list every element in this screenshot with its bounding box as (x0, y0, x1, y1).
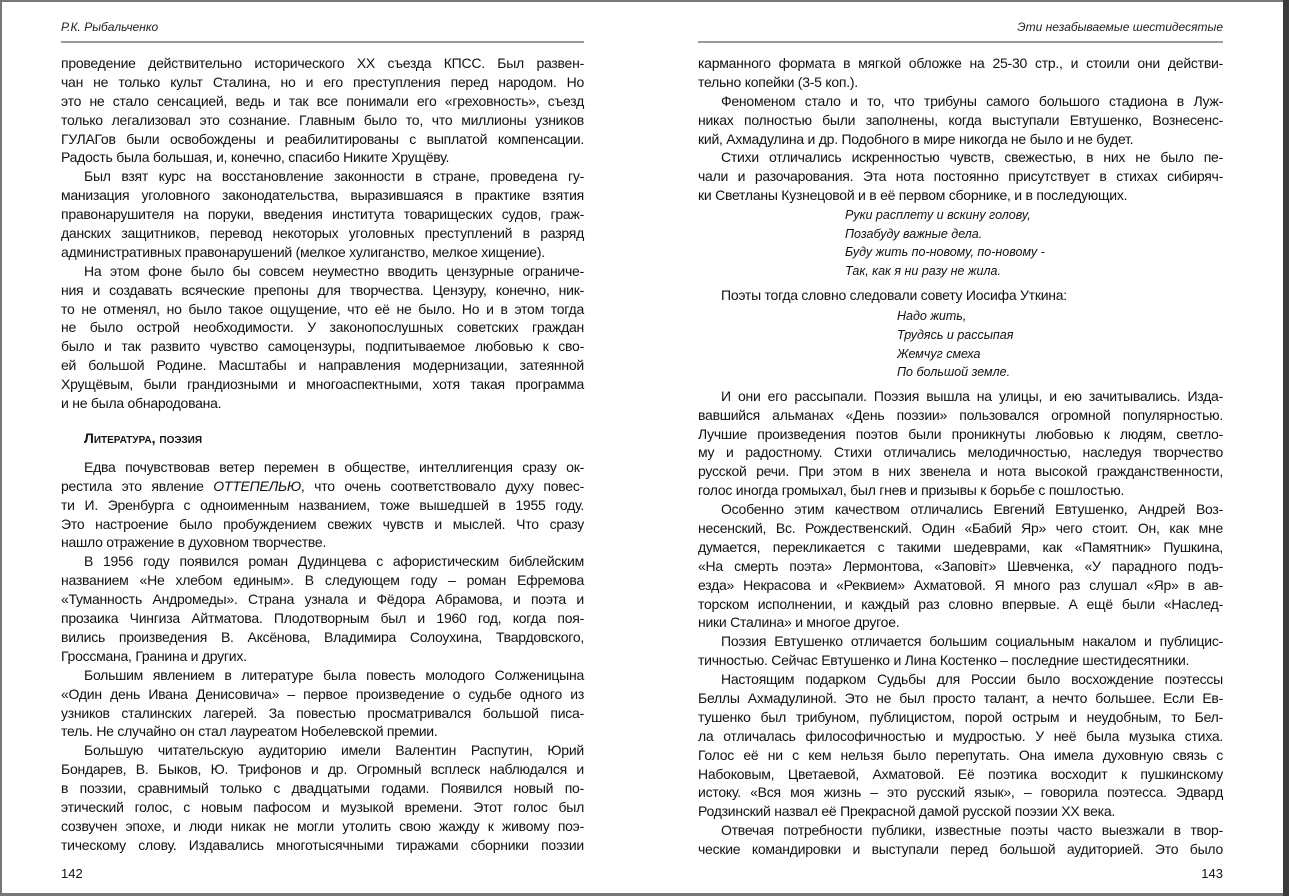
text-line: Феноменом стало и то, что трибуны самого большого стадиона в Луж- (721, 92, 1223, 109)
paragraph (698, 54, 1223, 92)
text-line: манизация уголовного законодательства, выразившаяся в практике взятия (61, 187, 584, 204)
text-line: Бондарев, В. Быков, Ю. Трифонов и др. Огромный всплеск наблюдался и (61, 761, 584, 778)
text-line (61, 477, 584, 496)
paragraph (698, 387, 1223, 500)
text-line: Родзинский назвал её Прекрасной дамой русской поэзии XX века. (698, 803, 1116, 820)
text-line: «На смерть поэта» Лермонтова, «Заповіт» Шевченка, «У парадного подъ- (698, 557, 1223, 574)
text-line: Был взят курс на восстановление законности в стране, проведена гу- (84, 168, 584, 185)
text-line: созвучен эпохе, и люди никак не могли утолить свою жажду к живому поэ- (61, 817, 584, 834)
text-line: езда» Некрасова и «Реквием» Ахматовой. Я много раз слушал «Яр» в ав- (698, 576, 1223, 593)
page-body (698, 54, 1223, 859)
page-border-left (0, 0, 2, 896)
text-line: «Туманность Андромеды». Страна узнала и Фёдора Абрамова, и поэта и (61, 591, 584, 608)
text-line: узников сталинских лагерей. За повестью просматривался большой писа- (61, 704, 584, 721)
text-span: рестила это явление (61, 477, 214, 494)
running-header-title: Эти незабываемые шестидесятые (1017, 20, 1223, 34)
poem-quote (698, 307, 1223, 381)
paragraph (698, 286, 1223, 305)
poem-line: Так, как я ни разу не жила. (845, 263, 1001, 278)
text-line: Гроссмана, Гранина и других. (61, 647, 247, 664)
text-line: правонарушителя на поруки, введения института товарищеских судов, граж- (61, 206, 584, 223)
text-line: Отвечая потребности публики, известные поэты часто выезжали в твор- (721, 822, 1223, 839)
text-line: «Один день Ивана Денисовича» – первое произведение о судьбе одного из (61, 685, 584, 702)
text-line: Поэты тогда словно следовали совету Иосифа Уткина: (721, 286, 1067, 303)
text-span: , что очень соответствовало духу повес- (300, 477, 584, 494)
paragraph (61, 167, 584, 261)
text-line: думается, перекликается с такими шедеврами, как «Памятник» Пушкина, (698, 538, 1223, 555)
text-line: тель. Не случайно он стал лауреатом Нобелевской премии. (61, 723, 438, 740)
text-line: Радость была большая, и, конечно, спасибо Никите Хрущёву. (61, 149, 450, 166)
text-line: торском исполнении, и каждый раз словно впервые. А ещё были «Наслед- (698, 595, 1223, 612)
paragraph (698, 821, 1223, 859)
text-line: Особенно этим качеством отличались Евгений Евтушенко, Андрей Воз- (721, 501, 1223, 518)
text-line: тельно копейки (3-5 коп.). (698, 73, 858, 90)
text-line: вились произведения В. Аксёнова, Владимира Солоухина, Твардовского, (61, 628, 584, 645)
paragraph (61, 54, 584, 167)
text-line: чан не только культ Сталина, но и его преступления перед народом. Но (61, 73, 584, 90)
text-line: истоку. «Вся моя жизнь – это русский язык», – говорила поэтесса. Эдвард (698, 784, 1223, 801)
left-page (61, 0, 584, 893)
text-line: Настоящим подарком Судьбы для России было восхождение поэтессы (721, 671, 1223, 688)
text-line: вавшийся альманах «День поэзии» пользовался огромной популярностью. (698, 406, 1223, 423)
header-rule (61, 41, 584, 43)
poem-line: Позабуду важные дела. (845, 226, 983, 241)
poem-line: Жемчуг смеха (897, 346, 981, 361)
text-line: Большую читательскую аудиторию имели Валентин Распутин, Юрий (84, 742, 584, 759)
paragraph (698, 632, 1223, 670)
text-line: русской речи. При этом в них звенела и нота высокой гражданственности, (698, 463, 1223, 480)
text-line: тическому слову. Издавались многотысячными тиражами сборники поэзии (61, 836, 584, 853)
emphasized-term: ОТТЕПЕЛЬЮ (213, 477, 301, 494)
poem-line: Руки расплету и вскину голову, (845, 208, 1031, 223)
text-line: В 1956 году появился роман Дудинцева с афористическим библейским (84, 553, 584, 570)
text-line: му и радостному. Стихи отличались мелодичностью, наследуя творчество (698, 444, 1223, 461)
text-line: Набоковым, Цветаевой, Ахматовой. Её поэтика восходит к пушкинскому (698, 765, 1223, 782)
page-body (61, 54, 584, 855)
paragraph (61, 552, 584, 665)
text-line: ческие командировки и выступали перед большой аудиторией. Это было (698, 841, 1223, 858)
text-line: Это настроение было пробуждением свежих чувств и мыслей. Что сразу (61, 515, 584, 532)
text-line: прозаика Чингиза Айтматова. Плодотворным был и 1960 год, когда поя- (61, 610, 584, 627)
poem-line: Трудясь и рассыпая (897, 327, 1014, 342)
text-line: Большим явлением в литературе была повесть молодого Солженицына (84, 666, 584, 683)
text-line: нашло отражение в духовном творчестве. (61, 534, 327, 551)
text-line: ки Светланы Кузнецовой и в её первом сборнике, и в последующих. (698, 187, 1128, 204)
text-line: данских защитников, перевод некоторых уголовных преступлений в разряд (61, 225, 584, 242)
poem-line: Надо жить, (897, 309, 967, 324)
paragraph (698, 670, 1223, 821)
paragraph (698, 92, 1223, 149)
text-line: этический голос, с новым пафосом и музыкой времени. Этот голос был (61, 798, 584, 815)
text-line: тушенко был трибуном, публицистом, порой острым и неудобным, то Бел- (698, 708, 1223, 725)
poem-line: Буду жить по-новому, по-новому - (845, 245, 1045, 260)
text-line: административных правонарушений (мелкое хулиганство, мелкое хищение). (61, 243, 545, 260)
text-line: это не стало сенсацией, ведь и так все понимали его «греховность», съезд (61, 92, 584, 109)
page-number: 142 (61, 866, 83, 881)
text-line: ния и создавать всяческие препоны для творчества. Цензуру, конечно, ник- (61, 281, 584, 298)
text-line: Беллы Ахмадулиной. Это не был просто талант, а нечто большее. Если Ев- (698, 690, 1223, 707)
paragraph (61, 666, 584, 742)
poem-quote (698, 206, 1223, 280)
page-number: 143 (1201, 866, 1223, 881)
paragraph (698, 148, 1223, 205)
text-line: названием «Не хлебом единым». В следующем году – роман Ефремова (61, 572, 584, 589)
text-line: кий, Ахмадулина и др. Подобного в мире никогда не было и не будет. (698, 130, 1134, 147)
text-line: голос иногда громыхал, был гнев и призывы к борьбе с пошлостью. (698, 482, 1125, 499)
text-line: На этом фоне было бы совсем неуместно вводить цензурные ограниче- (84, 262, 584, 279)
text-line: ла отличалась философичностью и мудростью. У неё была музыка стиха. (698, 727, 1223, 744)
section-heading: Литература, поэзия (84, 429, 203, 446)
header-rule (698, 41, 1223, 43)
text-line: ники Сталина» и многое другое. (698, 614, 900, 631)
text-line: Хрущёвым, были грандиозными и многоаспектными, хотя такая программа (61, 376, 584, 393)
text-line: Стихи отличались искренностью чувств, свежестью, в них не было пе- (721, 149, 1223, 166)
text-line: несенский, Вс. Рождественский. Один «Бабий Яр» чего стоит. Он, как мне (698, 520, 1223, 536)
paragraph (61, 262, 584, 413)
text-line: ГУЛАГов были освобождены и реабилитированы с выплатой компенсации. (61, 130, 584, 147)
text-line: Поэзия Евтушенко отличается большим социальным накалом и публицис- (721, 633, 1223, 650)
right-page (698, 0, 1223, 893)
text-line: Голос её ни с кем нельзя было перепутать. Она имела духовную связь с (698, 746, 1223, 763)
text-line: только легализовал это сознание. Главным было то, что миллионы узников (61, 111, 584, 128)
paragraph (61, 741, 584, 854)
text-line: никах полностью были заполнены, когда выступали Евтушенко, Вознесенс- (698, 111, 1223, 128)
text-line: было и так развито чувство самоцензуры, подпитываемое любовью к сво- (61, 338, 584, 355)
text-line: тичностью. Сейчас Евтушенко и Лина Костенко – последние шестидесятники. (698, 652, 1190, 669)
text-line: в поэзии, сравнимый только с двадцатыми годами. Появился новый по- (61, 780, 584, 797)
text-line: не было острой необходимости. У законопослушных советских граждан (61, 319, 584, 336)
text-line: ей большой Родине. Масштабы и направления модернизации, затеянной (61, 357, 584, 374)
running-header-author: Р.К. Рыбальченко (61, 20, 159, 34)
text-line: чали и разочарования. Эта нота постоянно присутствует в стихах сибиряч- (698, 168, 1223, 185)
text-line: Лучшие произведения поэтов были проникнуты любовью к людям, светло- (698, 425, 1223, 442)
text-line: Едва почувствовав ветер перемен в обществе, интеллигенция сразу ок- (84, 458, 584, 475)
text-line: И они его рассыпали. Поэзия вышла на улицы, и ею зачитывались. Изда- (721, 387, 1223, 404)
text-line: и не была обнародована. (61, 395, 222, 412)
text-line: карманного формата в мягкой обложке на 25-30 стр., и стоили они действи- (698, 55, 1223, 71)
paragraph (61, 458, 584, 552)
text-line: то не отменял, но было такое ощущение, что её не было. Но и в этом тогда (61, 300, 584, 317)
book-spine-edge (1283, 0, 1289, 896)
text-line: ти И. Эренбурга с одноименным названием, тоже вышедшей в 1955 году. (61, 496, 584, 513)
paragraph (698, 500, 1223, 632)
text-line: проведение действительно исторического XX съезда КПСС. Был развен- (61, 55, 584, 71)
poem-line: По большой земле. (897, 365, 1011, 380)
